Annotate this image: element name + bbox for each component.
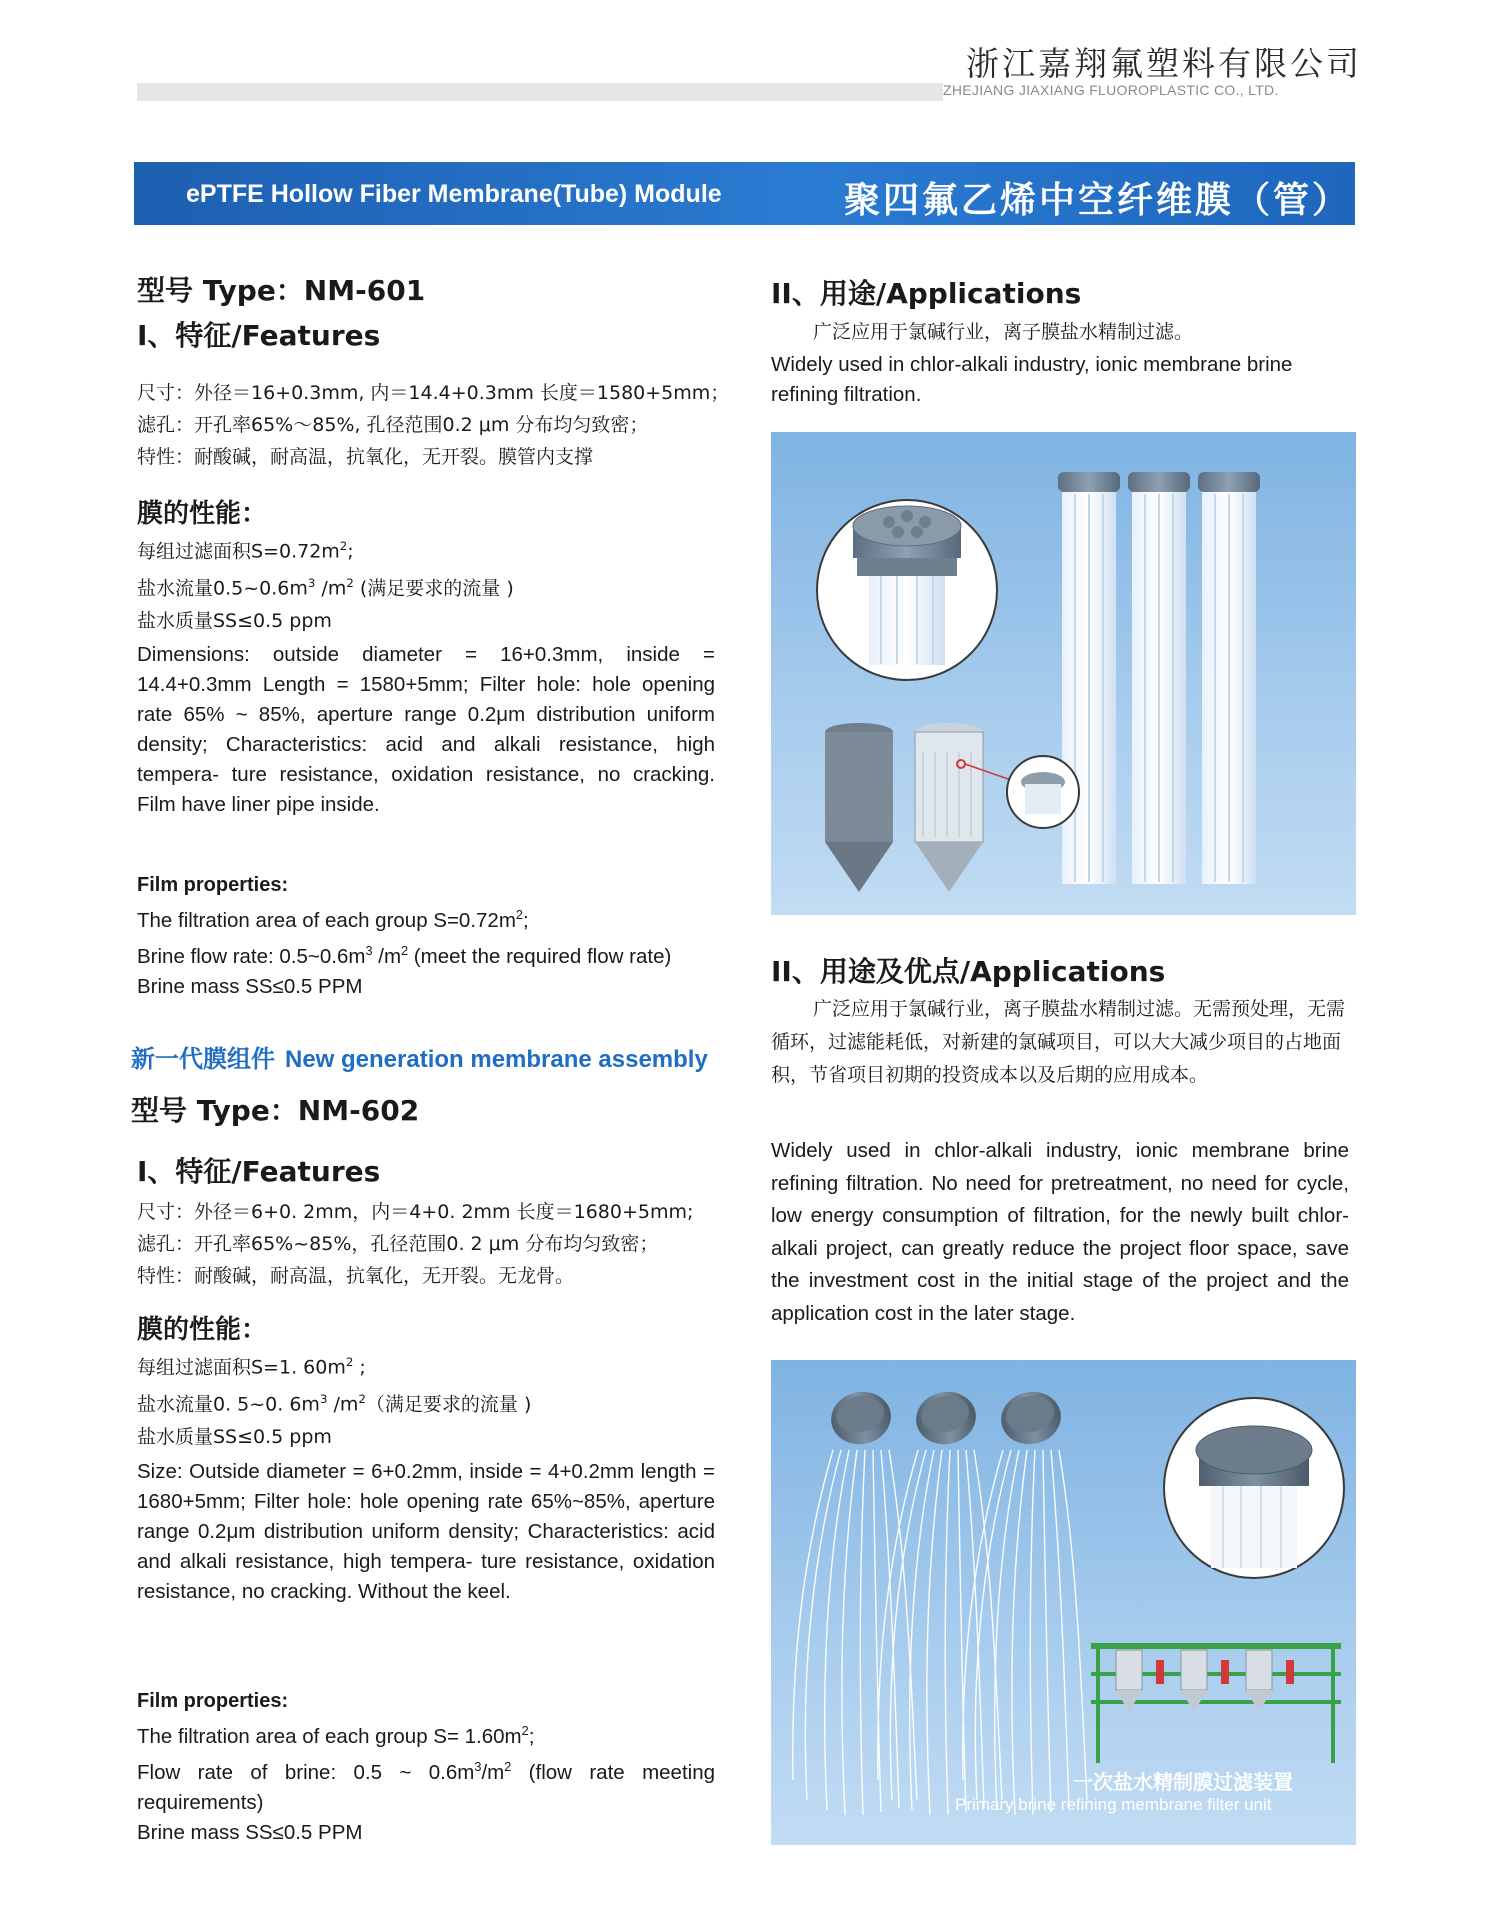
new-generation-cn: 新一代膜组件 [131,1045,275,1073]
photo-caption-cn: 一次盐水精制膜过滤装置 [1073,1770,1293,1794]
nm601-type-heading: 型号 Type：NM-601 [137,274,426,307]
product-photo-nm601 [771,432,1356,915]
nm601-features-cn [137,377,730,473]
new-generation-heading [131,1039,751,1074]
nm602-film-heading: Film properties: [137,1690,289,1712]
nm602-features-cn [137,1196,717,1292]
nm602-perf-ss: 盐水质量SS≤0.5 ppm [137,1425,332,1448]
title-en: ePTFE Hollow Fiber Membrane(Tube) Module [186,180,722,208]
nm601-perf-cn [137,530,717,637]
nm602-type-heading: 型号 Type：NM-602 [131,1094,420,1127]
header-divider-bar [137,83,943,101]
nm602-feature-filter: 滤孔：开孔率65%~85%，孔径范围0. 2 μm 分布均匀致密； [137,1233,659,1255]
nm601-module-illustration [771,432,1356,915]
app1-en: Widely used in chlor-alkali industry, ionic membrane brine refining filtration. [771,353,1293,406]
nm602-perf-cn [137,1346,717,1453]
nm601-perf-flow: 盐水流量$0.5\sim 0.6m^3$ $/m^2$ (满足要求的流量 ) [137,576,514,600]
nm602-perf-area: 每组过滤面积S=1. $60m^2$ ; [137,1355,366,1379]
nm601-film-heading: Film properties: [137,874,289,896]
nm602-film-area: The filtration area of each group $S= 1.60m^2$; [137,1723,535,1748]
nm601-perf-heading: 膜的性能： [137,499,268,529]
nm601-feature-char: 特性：耐酸碱，耐高温，抗氧化，无开裂。膜管内支撑 [137,446,594,468]
nm602-perf-heading: 膜的性能： [137,1315,268,1345]
app2-heading: II、用途及优点/Applications [771,955,1166,988]
nm601-desc-en: Dimensions: outside diameter = 16+0.3mm, inside = 14.4+0.3mm Length = 1580+5mm; Filter hole: hole opening rate 65% ~ 85%, aperture range 0.2μm distribution uniform density; Characteristics: acid and alkali resistance, high tempera- ture resistance, oxidation resistance, no cracking. Film have liner pipe inside. [137,643,715,816]
nm601-film-properties [137,900,717,1002]
nm601-film-area: The filtration area of each group $S=0.72m^2$; [137,907,529,932]
product-photo-nm602 [771,1360,1356,1845]
nm601-feature-filter: 滤孔：开孔率65%～85%, 孔径范围0.2 μm 分布均匀致密； [137,414,649,436]
nm602-film-ss: Brine mass SS≤0.5 PPM [137,1820,363,1844]
app1-cn: 广泛应用于氯碱行业，离子膜盐水精制过滤。 [813,321,1194,343]
nm601-perf-area: 每组过滤面积$S=0.72m^2$; [137,539,354,563]
new-generation-en: New generation membrane assembly [285,1046,708,1073]
app2-cn: 广泛应用于氯碱行业，离子膜盐水精制过滤。无需预处理，无需循环，过滤能耗低，对新建的氯碱项目，可以大大减少项目的占地面积，节省项目初期的投资成本以及后期的应用成本。 [771,998,1346,1086]
app2-en: Widely used in chlor-alkali industry, ionic membrane brine refining filtration. No need for pretreatment, no need for cycle, low energy consumption of filtration, for the newly built chlor-alkali project, can greatly reduce the project floor space, save the investment cost in the initial stage of the project and the application cost in the later stage. [771,1139,1349,1325]
nm602-feature-size: 尺寸：外径＝6+0. 2mm，内＝4+0. 2mm 长度＝1680+5mm; [137,1201,694,1223]
nm601-features-heading: I、特征/Features [137,319,381,352]
company-name-cn: 浙江嘉翔氟塑料有限公司 [966,44,1362,83]
nm601-perf-ss: 盐水质量SS≤0.5 ppm [137,609,332,632]
photo-caption-en: Primary brine refining membrane filter unit [955,1795,1272,1814]
nm602-film-flow: Flow rate of brine: 0.5 ~ $0.6m^3/m^2$ (flow rate meeting requirements) [137,1758,715,1814]
title-cn: 聚四氟乙烯中空纤维膜（管） [844,180,1352,221]
nm601-feature-size: 尺寸：外径＝16+0.3mm, 内＝14.4+0.3mm 长度＝1580+5mm； [137,382,730,404]
nm602-desc-en: Size: Outside diameter = 6+0.2mm, inside = 4+0.2mm length = 1680+5mm; Filter hole: hole opening rate 65%~85%, aperture range 0.2μm distribution uniform density; Characteristics: acid and alkali resistance, high tempera- ture resistance, oxidation resistance, no cracking. Without the keel. [137,1460,715,1603]
company-name-en: ZHEJIANG JIAXIANG FLUOROPLASTIC CO., LTD. [943,82,1279,98]
nm601-film-flow: Brine flow rate: $0.5\sim 0.6m^3$ $/m^2$ (meet the required flow rate) [137,942,672,968]
nm602-feature-char: 特性：耐酸碱，耐高温，抗氧化，无开裂。无龙骨。 [137,1265,575,1287]
app1-heading: II、用途/Applications [771,277,1082,310]
title-banner [134,162,1355,225]
nm602-film-properties [137,1716,715,1848]
nm602-perf-flow: 盐水流量0. 5~0. $6m^3$ $/m^2$（满足要求的流量 ) [137,1392,532,1416]
nm602-features-heading: I、特征/Features [137,1155,381,1188]
nm601-film-ss: Brine mass SS≤0.5 PPM [137,974,363,998]
